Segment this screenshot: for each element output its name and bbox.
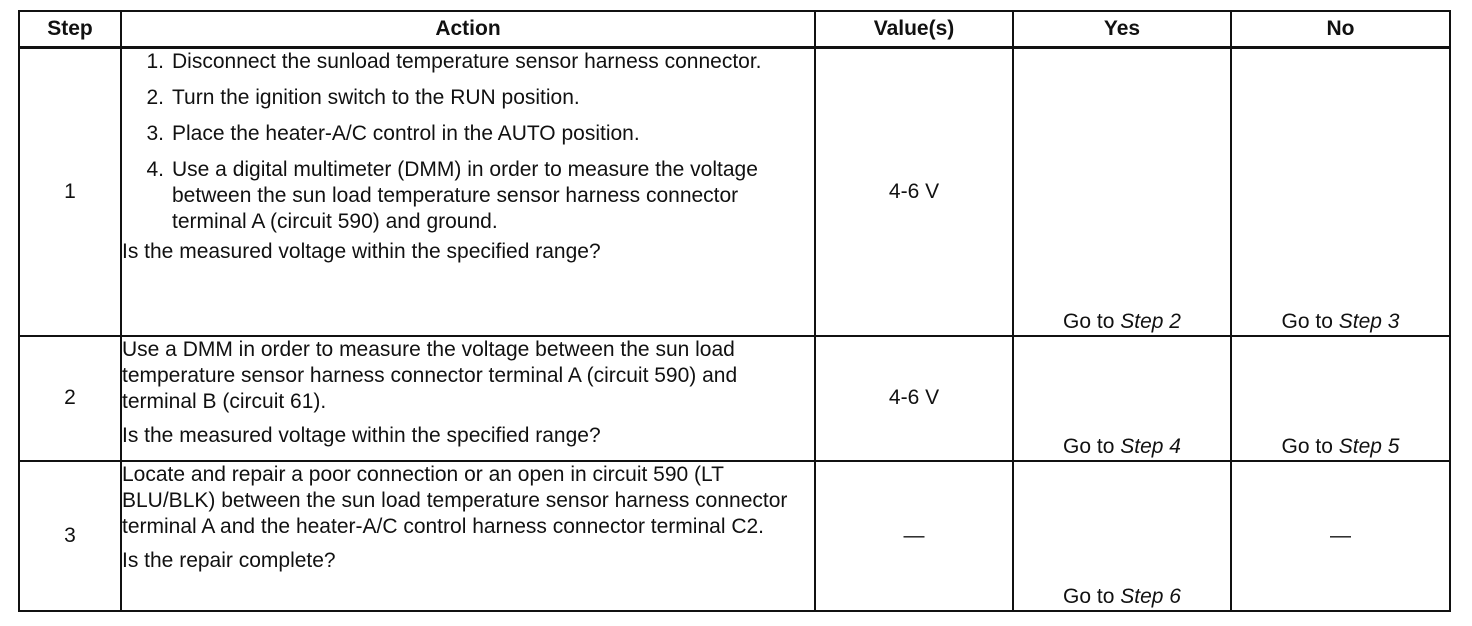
no-step-link[interactable]: Step 5 — [1338, 434, 1400, 458]
no-prefix: Go to — [1281, 434, 1333, 458]
instruction-text: Use a digital multimeter (DMM) in order to measure the voltage between the sun load temperature sensor harness connector terminal A (circuit 590) and ground. — [172, 158, 758, 233]
instruction-number: 2. — [146, 86, 164, 109]
step-number: 2 — [19, 336, 121, 461]
instruction-item — [122, 49, 814, 75]
yes-cell — [1013, 461, 1231, 611]
no-prefix: Go to — [1281, 309, 1333, 333]
action-cell — [121, 48, 815, 336]
step-number: 1 — [19, 48, 121, 336]
table-row — [19, 48, 1450, 336]
question-text: Is the measured voltage within the specified range? — [122, 423, 601, 447]
yes-step-link[interactable]: Step 6 — [1120, 584, 1181, 608]
header-step: Step — [19, 11, 121, 48]
diagnostic-table — [18, 10, 1451, 612]
table-row — [19, 461, 1450, 611]
action-description: Locate and repair a poor connection or an open in circuit 590 (LT BLU/BLK) between the sun load temperature sensor harness connector terminal A and the heater-A/C control harness connector terminal C2. — [122, 462, 788, 538]
yes-cell — [1013, 48, 1231, 336]
yes-cell — [1013, 336, 1231, 461]
instruction-text: Place the heater-A/C control in the AUTO position. — [172, 122, 640, 145]
question-text: Is the repair complete? — [122, 548, 336, 572]
no-cell: — — [1231, 461, 1450, 611]
yes-step-link[interactable]: Step 4 — [1120, 434, 1181, 458]
no-cell — [1231, 336, 1450, 461]
yes-step-link[interactable]: Step 2 — [1120, 309, 1181, 333]
instruction-item — [122, 85, 814, 111]
action-cell — [121, 461, 815, 611]
value-cell: — — [815, 461, 1013, 611]
header-yes: Yes — [1013, 11, 1231, 48]
table-row — [19, 336, 1450, 461]
yes-prefix: Go to — [1063, 584, 1115, 608]
no-step-link[interactable]: Step 3 — [1338, 309, 1400, 333]
instruction-number: 4. — [146, 158, 164, 181]
instruction-text: Disconnect the sunload temperature sensor harness connector. — [172, 50, 762, 73]
question-text: Is the measured voltage within the specified range? — [122, 240, 601, 263]
step-number: 3 — [19, 461, 121, 611]
instruction-item — [122, 157, 814, 235]
instruction-item — [122, 121, 814, 147]
instruction-text: Turn the ignition switch to the RUN position. — [172, 86, 580, 109]
header-row — [19, 11, 1450, 48]
yes-prefix: Go to — [1063, 309, 1115, 333]
yes-prefix: Go to — [1063, 434, 1115, 458]
action-description: Use a DMM in order to measure the voltage between the sun load temperature sensor harness connector terminal A (circuit 590) and terminal B (circuit 61). — [122, 337, 738, 413]
value-cell: 4-6 V — [815, 336, 1013, 461]
instruction-number: 1. — [146, 50, 164, 73]
header-no: No — [1231, 11, 1450, 48]
instruction-list — [122, 49, 814, 235]
instruction-number: 3. — [146, 122, 164, 145]
action-cell — [121, 336, 815, 461]
value-cell: 4-6 V — [815, 48, 1013, 336]
header-action: Action — [121, 11, 815, 48]
header-values: Value(s) — [815, 11, 1013, 48]
no-cell — [1231, 48, 1450, 336]
